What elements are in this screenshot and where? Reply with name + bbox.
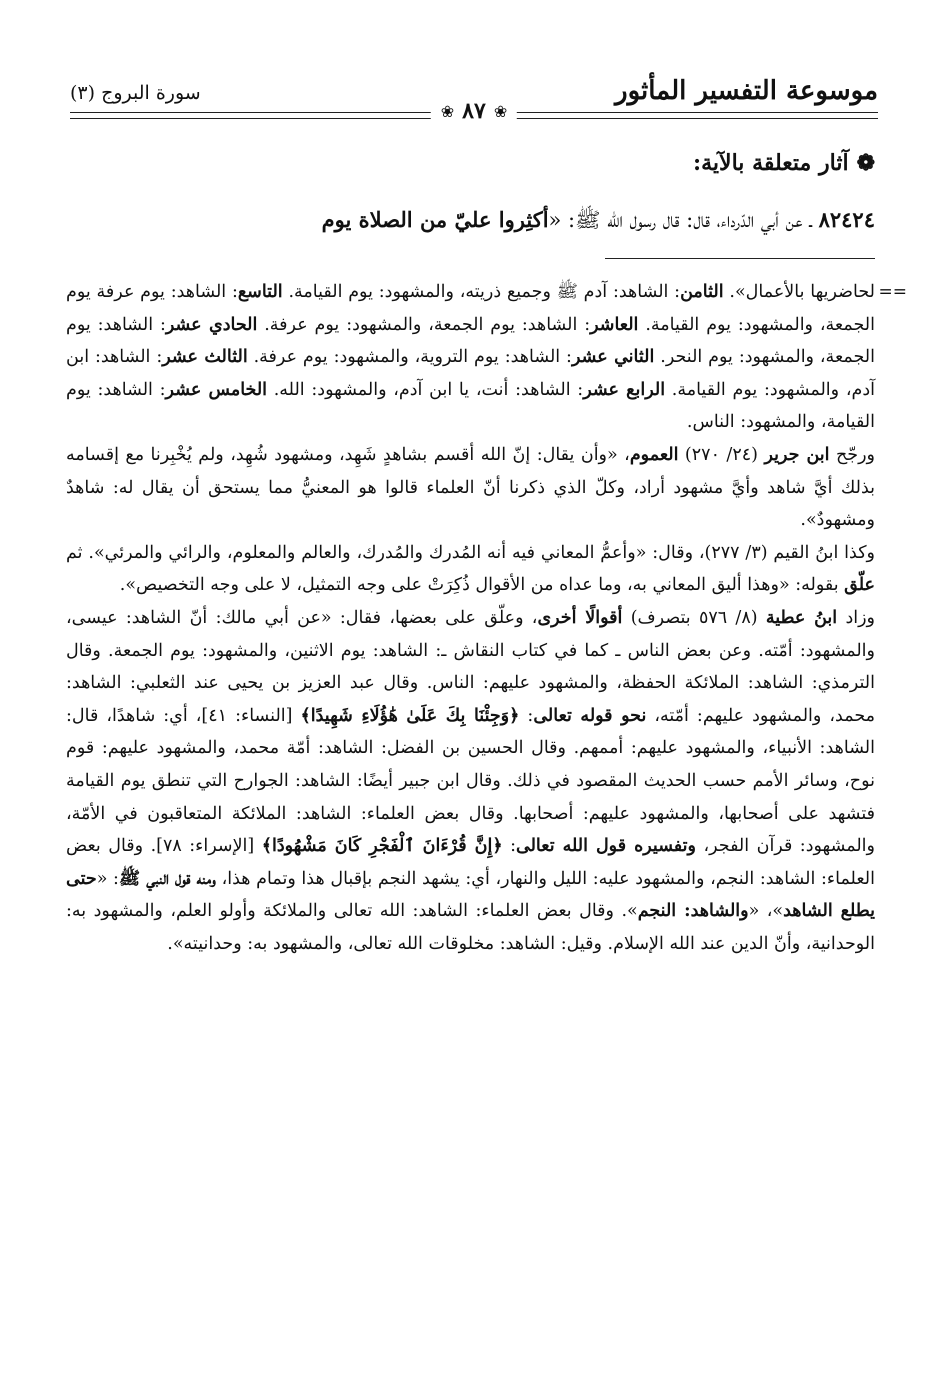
- book-title: موسوعة التفسير المأثور: [615, 76, 878, 106]
- text-run: :: [519, 705, 534, 726]
- text-run: (٨/ ٥٧٦ بتصرف): [622, 607, 766, 628]
- section-heading: [693, 150, 875, 176]
- text-run: : الشاهد: يوم القيامة، والمشهود: الناس.: [66, 379, 875, 433]
- flower-icon: ❁: [856, 150, 875, 176]
- bold-text-run: الثامن: [680, 282, 724, 302]
- bold-text-run: ومنه قول النبي ﷺ: [118, 868, 216, 889]
- text-run: [النساء: ٤١]، أي: شاهدًا، قال: الشاهد: الأنبياء، والمشهود عليهم: أممهم. وقال الحسين بن الفضل: الشاهد: أمّة محمد، والمشهود عليهم: قوم نوح، وسائر الأمم حسب الحديث المقصود في ذلك. وقال ابن جبير أيضًا: الشاهد: الجوارح التي تنطق يوم القيامة فتشهد على أصحابها، والمشهود عليهم: أصحابها. وقال بعض العلماء: الشاهد: الملائكة المتعاقبون في الأمّة، والمشهود: قرآن الفجر،: [66, 705, 875, 857]
- hadith-line: [72, 202, 875, 238]
- text-run: : «: [96, 868, 119, 889]
- bold-text-run: والشاهد: النجم: [637, 901, 749, 922]
- bold-text-run: علّق: [844, 575, 875, 596]
- footnote-paragraph: [66, 602, 875, 961]
- text-run: : الشاهد: يوم عرفة يوم الجمعة، والمشهود: يوم القيامة.: [66, 282, 875, 335]
- bold-text-run: الثالث عشر: [162, 347, 248, 368]
- hadith-number: ٨٢٤٢٤: [818, 207, 875, 232]
- text-run: ورجّح: [829, 444, 875, 465]
- text-run: [الإسراء: ٧٨]. وقال بعض العلماء: الشاهد: النجم، والمشهود عليه: الليل والنهار، أي: يشهد النجم بإقبال هذا وتمام هذا،: [66, 836, 875, 889]
- footnote-paragraph: [66, 439, 875, 537]
- text-run: : الشاهد: يوم الجمعة، والمشهود: يوم عرفة.: [257, 314, 591, 335]
- surah-label: سورة البروج (٣): [70, 82, 201, 104]
- page-number: ٨٧: [462, 98, 486, 124]
- page-number-box: [431, 98, 517, 124]
- bold-text-run: حتى يطلع الشاهد: [66, 868, 875, 922]
- bold-text-run: ابن جرير: [764, 444, 830, 465]
- bold-text-run: ابنُ عطية: [765, 607, 838, 628]
- ornament-right-icon: ❀: [493, 101, 508, 121]
- footnote-block: [66, 276, 907, 960]
- text-run: ». وقال بعض العلماء: الشاهد: الله تعالى والملائكة وأولو العلم، والمشهود به: الوحدانية، وأنّ الدين عند الله الإسلام. وقيل: الشاهد: مخلوقات الله تعالى، والمشهود به: وحدانيته».: [66, 901, 875, 954]
- text-run: : الشاهد: آدم ﷺ وجميع ذريته، والمشهود: يوم القيامة.: [282, 282, 681, 302]
- bold-text-run: وتفسيره قول الله تعالى: [516, 836, 696, 857]
- hadith-text: ـ عن أبي الدّرداء، قال: قال رسول الله ﷺ: «: [548, 208, 812, 232]
- footnote-separator: [605, 258, 875, 259]
- text-run: : الشاهد: ابن آدم، والمشهود: يوم القيامة.: [66, 347, 875, 400]
- text-run: ، وعلّق على بعضها، فقال: «عن أبي مالك: أنّ الشاهد: عيسى، والمشهود: أمّته. وعن بعض الناس ـ كما في كتاب النقاش ـ: الشاهد: يوم الاثنين، والمشهود: يوم الجمعة. وقال الترمذي: الشاهد: الملائكة الحفظة، والمشهود عليهم: الناس. وقال عبد العزيز بن يحيى عند الثعلبي: الشاهد: محمد، والمشهود عليهم: أمّته،: [66, 607, 876, 726]
- text-run: : الشاهد: أنت، يا ابن آدم، والمشهود: الله.: [267, 379, 584, 400]
- bold-text-run: الثاني عشر: [571, 347, 655, 368]
- bold-text-run: ﴿وَجِئْنَا بِكَ عَلَىٰ هَٰؤُلَاءِ شَهِيدًا﴾: [300, 705, 520, 726]
- text-run: : الشاهد: يوم الجمعة، والمشهود: يوم النحر.: [66, 314, 875, 368]
- text-run: وكذا ابنُ القيم (٣/ ٢٧٧)، وقال: «وأعمُّ المعاني فيه أنه المُدرك والمُدرك، والعالم والمعلوم، والرائي والمرئي». ثم: [66, 542, 876, 563]
- text-run: وزاد: [837, 607, 876, 628]
- footnote-paragraph: [66, 537, 875, 602]
- text-run: :: [502, 836, 516, 857]
- ornament-left-icon: ❀: [440, 101, 455, 121]
- bold-text-run: الخامس عشر: [165, 379, 268, 400]
- section-title: آثار متعلقة بالآية:: [693, 150, 849, 176]
- bold-text-run: أقوالًا أخرى: [537, 607, 623, 628]
- bold-text-run: التاسع: [237, 282, 283, 302]
- text-run: لحاضريها بالأعمال».: [723, 282, 875, 302]
- text-run: ، «وأن يقال: إنّ الله أقسم بشاهدٍ شَهِد، ومشهود شُهِد، ولم يُخْبِرنا مع إقسامه بذلك أيَّ شاهد وأيَّ مشهود أراد، وكلّ الذي ذكرنا أنّ العلماء قالوا هو المعنيُّ مما يستحق أن يقال له: شاهدٌ ومشهودٌ».: [66, 444, 875, 531]
- hadith-quote: أكثِروا عليّ من الصلاة يوم: [321, 207, 549, 232]
- bold-text-run: الحادي عشر: [165, 314, 258, 335]
- text-run: بقوله: «وهذا أليق المعاني به، وما عداه من الأقوال ذُكِرَتْ على وجه التمثيل، لا على وجه التخصيص».: [119, 575, 845, 596]
- text-run: : الشاهد: يوم التروية، والمشهود: يوم عرفة.: [247, 347, 572, 368]
- bold-text-run: ﴿إِنَّ قُرْءَانَ ٱلْفَجْرِ كَانَ مَشْهُودًا﴾: [261, 836, 503, 857]
- bold-text-run: نحو قوله تعالى: [533, 705, 647, 726]
- bold-text-run: العاشر: [590, 314, 639, 335]
- text-run: (٢٤/ ٢٧٠): [678, 444, 765, 465]
- footnote-paragraph: [66, 276, 875, 439]
- page-header: [70, 70, 878, 130]
- bold-text-run: الرابع عشر: [583, 379, 666, 400]
- text-run: »، «: [748, 901, 784, 922]
- continuation-mark: ==: [878, 282, 907, 302]
- bold-text-run: العموم: [629, 444, 679, 465]
